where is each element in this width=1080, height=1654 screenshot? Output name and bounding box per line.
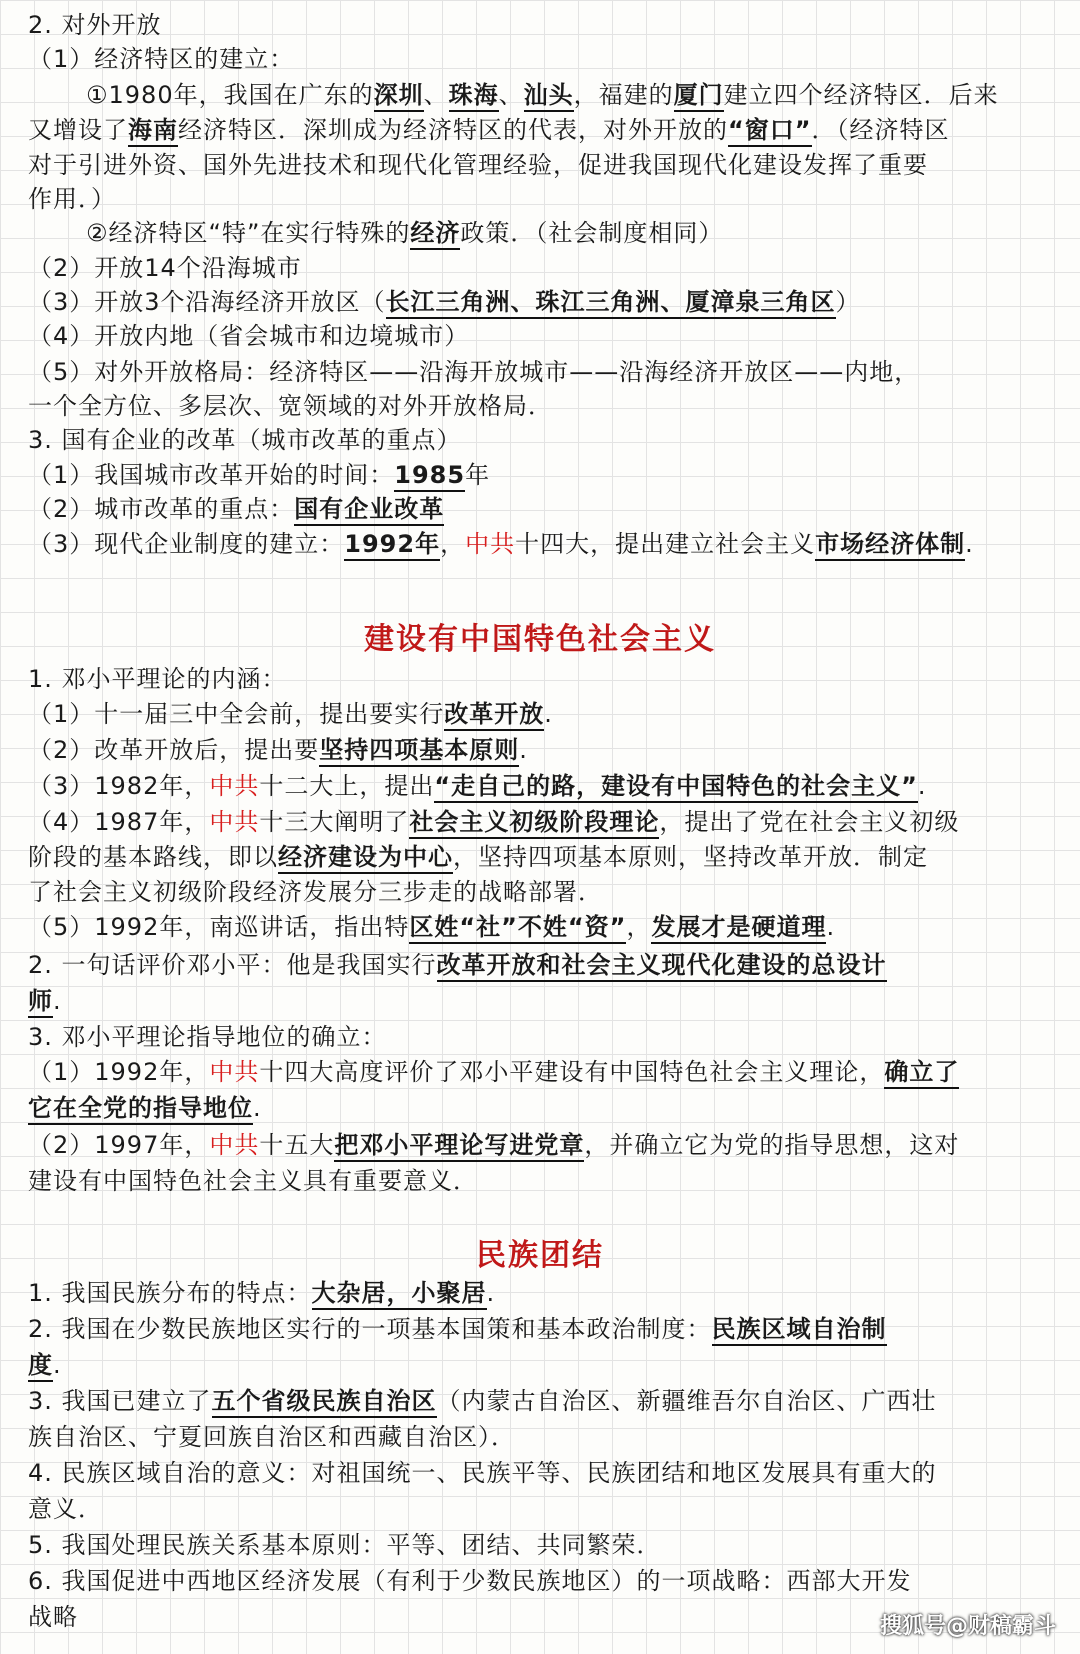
item-1987-line3: 了社会主义初级阶段经济发展分三步走的战略部署．: [28, 878, 603, 906]
sez-special-line: ②经济特区“特”在实行特殊的经济政策．（社会制度相同）: [86, 216, 1058, 250]
item-deng-evaluation-line1: 2. 一句话评价邓小平：他是我国实行改革开放和社会主义现代化建设的总设计: [28, 948, 1058, 982]
item-ethnic-principles: 5. 我国处理民族关系基本原则：平等、团结、共同繁荣．: [28, 1531, 662, 1559]
item-reform-focus: （2）城市改革的重点：国有企业改革: [28, 492, 1058, 526]
section-heading-socialism: 建设有中国特色社会主义: [364, 622, 716, 657]
item-1987-line2: 阶段的基本路线，即以经济建设为中心，坚持四项基本原则，坚持改革开放．制定: [28, 840, 1058, 874]
item-open-up: 2. 对外开放: [28, 11, 162, 39]
item-1997-line1: （2）1997年，中共十五大把邓小平理论写进党章，并确立它为党的指导思想，这对: [28, 1128, 1058, 1162]
item-1987-line1: （4）1987年，中共十三大阐明了社会主义初级阶段理论，提出了党在社会主义初级: [28, 805, 1058, 839]
item-soe-reform: 3. 国有企业的改革（城市改革的重点）: [28, 426, 462, 454]
item-guiding-position: 3. 邓小平理论指导地位的确立：: [28, 1023, 387, 1051]
sez-para-line3: 对于引进外资、国外先进技术和现代化管理经验，促进我国现代化建设发挥了重要: [28, 151, 928, 179]
item-1982: （3）1982年，中共十二大上，提出“走自己的路，建设有中国特色的社会主义”.: [28, 769, 1058, 803]
item-coastal-cities: （2）开放14个沿海城市: [28, 254, 302, 282]
item-western-development-line1: 6. 我国促进中西地区经济发展（有利于少数民族地区）的一项战略：西部大开发: [28, 1567, 912, 1595]
item-western-development-line2: 战略: [28, 1603, 78, 1631]
item-ethnic-distribution: 1. 我国民族分布的特点：大杂居，小聚居.: [28, 1276, 1058, 1310]
item-third-plenum: （1）十一届三中全会前，提出要实行改革开放.: [28, 697, 1058, 731]
item-1992-congress-line1: （1）1992年，中共十四大高度评价了邓小平建设有中国特色社会主义理论，确立了: [28, 1055, 1058, 1089]
item-five-regions-line2: 族自治区、宁夏回族自治区和西藏自治区）．: [28, 1423, 516, 1451]
item-sez-establish: （1）经济特区的建立：: [28, 45, 295, 73]
item-five-regions-line1: 3. 我国已建立了五个省级民族自治区（内蒙古自治区、新疆维吾尔自治区、广西壮: [28, 1384, 1058, 1418]
item-regional-autonomy-line1: 2. 我国在少数民族地区实行的一项基本国策和基本政治制度：民族区域自治制: [28, 1312, 1058, 1346]
item-coastal-zones: （3）开放3个沿海经济开放区（长江三角洲、珠江三角洲、厦漳泉三角区）: [28, 285, 1058, 319]
sez-para-line1: ①1980年，我国在广东的深圳、珠海、汕头，福建的厦门建立四个经济特区．后来: [86, 78, 1058, 112]
item-four-principles: （2）改革开放后，提出要坚持四项基本原则.: [28, 733, 1058, 767]
item-pattern-line2: 一个全方位、多层次、宽领域的对外开放格局．: [28, 392, 553, 420]
sez-para-line2: 又增设了海南经济特区．深圳成为经济特区的代表，对外开放的“窗口”．（经济特区: [28, 113, 1058, 147]
item-1997-line2: 建设有中国特色社会主义具有重要意义．: [28, 1167, 478, 1195]
item-autonomy-significance-line1: 4. 民族区域自治的意义：对祖国统一、民族平等、民族团结和地区发展具有重大的: [28, 1459, 937, 1487]
item-reform-time: （1）我国城市改革开始的时间：1985年: [28, 458, 1058, 492]
sez-para-line4: 作用．）: [28, 185, 116, 213]
item-1992-southern-tour: （5）1992年，南巡讲话，指出特区姓“社”不姓“资”，发展才是硬道理.: [28, 910, 1058, 944]
section-heading-ethnic-unity: 民族团结: [476, 1238, 604, 1273]
item-deng-theory: 1. 邓小平理论的内涵：: [28, 665, 287, 693]
item-pattern-line1: （5）对外开放格局：经济特区——沿海开放城市——沿海经济开放区——内地，: [28, 358, 920, 386]
item-deng-evaluation-line2: 师.: [28, 984, 1058, 1018]
item-enterprise-system: （3）现代企业制度的建立：1992年，中共十四大，提出建立社会主义市场经济体制.: [28, 527, 1058, 561]
item-inland: （4）开放内地（省会城市和边境城市）: [28, 322, 470, 350]
watermark: 搜狐号@财稿霸斗: [879, 1614, 1056, 1639]
item-1992-congress-line2: 它在全党的指导地位.: [28, 1091, 1058, 1125]
item-regional-autonomy-line2: 度.: [28, 1348, 1058, 1382]
item-autonomy-significance-line2: 意义．: [28, 1495, 103, 1523]
